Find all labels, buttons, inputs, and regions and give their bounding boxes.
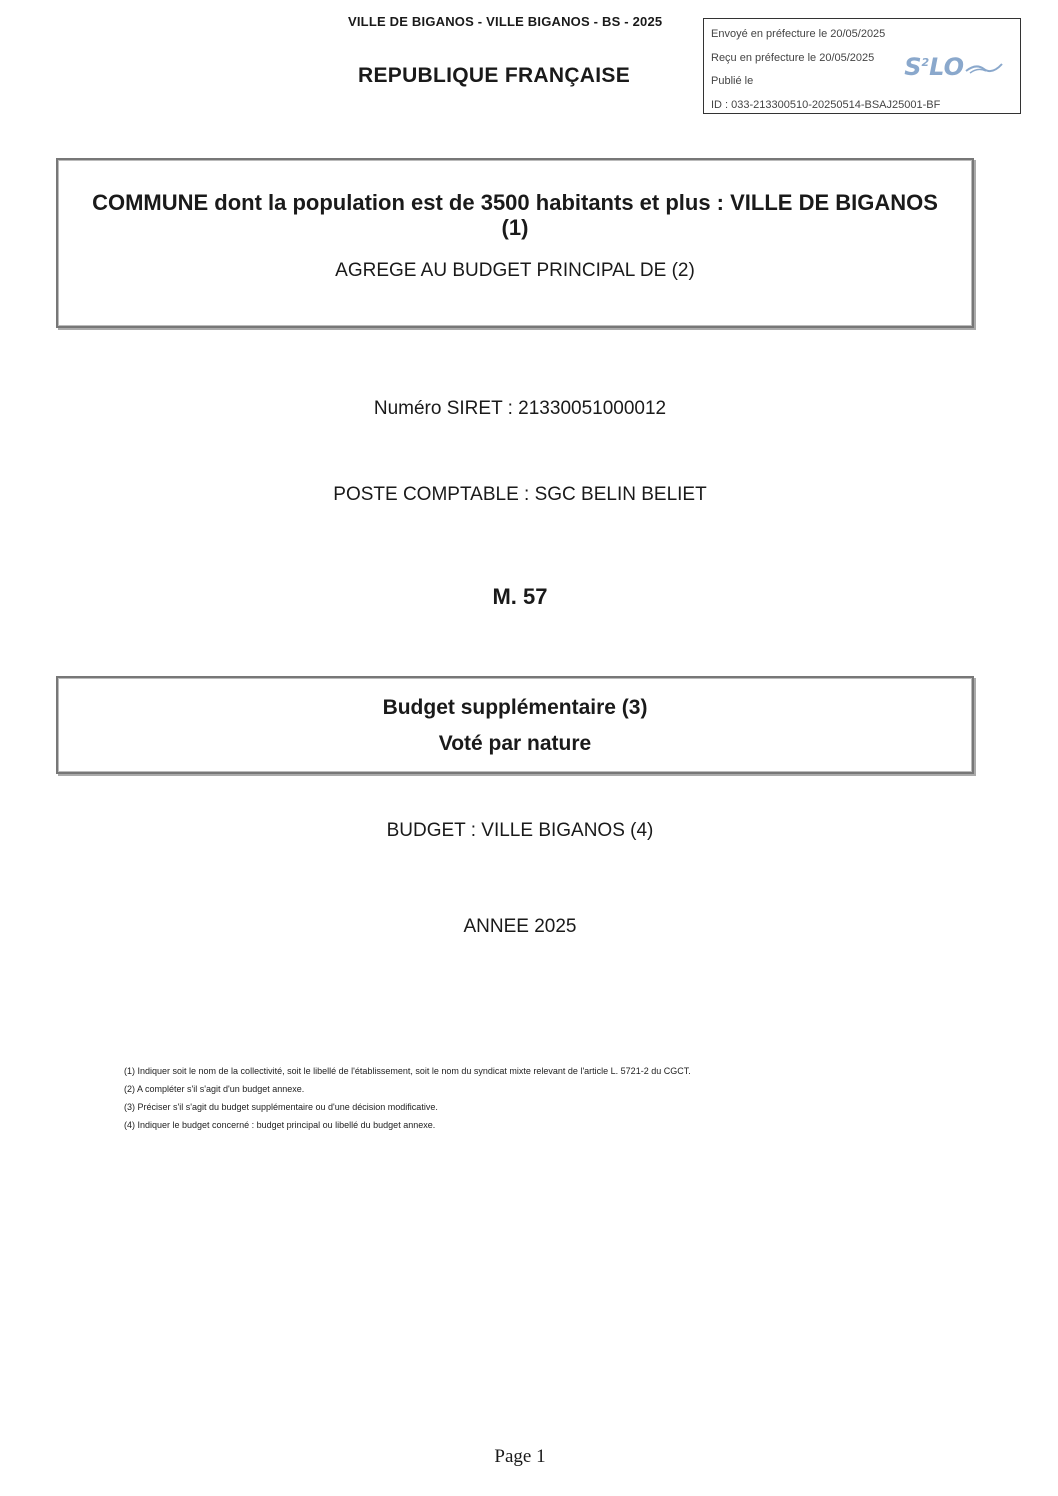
footnote: (4) Indiquer le budget concerné : budget principal ou libellé du budget annexe. <box>124 1120 436 1130</box>
prefecture-stamp <box>703 18 1021 114</box>
footnotes <box>124 1062 691 1134</box>
stamp-publie: Publié le <box>711 75 754 87</box>
nomenclature: M. 57 <box>492 584 548 609</box>
budget-type: Budget supplémentaire (3) <box>382 696 648 719</box>
siret-number: Numéro SIRET : 21330051000012 <box>373 398 667 419</box>
vote-mode: Voté par nature <box>438 732 592 755</box>
budget-name: BUDGET : VILLE BIGANOS (4) <box>386 820 654 841</box>
commune-title: COMMUNE dont la population est de 3500 habitants et plus : VILLE DE BIGANOS (1) <box>92 190 938 240</box>
footnote: (3) Préciser s'il s'agit du budget supplémentaire ou d'une décision modificative. <box>124 1102 438 1112</box>
commune-box <box>56 158 974 328</box>
poste-comptable: POSTE COMPTABLE : SGC BELIN BELIET <box>333 484 707 505</box>
stamp-recu: Reçu en préfecture le 20/05/2025 <box>711 51 875 64</box>
republique-heading: REPUBLIQUE FRANÇAISE <box>358 64 631 87</box>
s2lo-logo-icon: $S^2LO$ <box>904 53 1004 81</box>
document-reference: VILLE DE BIGANOS - VILLE BIGANOS - BS - 2025 <box>348 14 663 29</box>
footnote: (1) Indiquer soit le nom de la collectivité, soit le libellé de l'établissement, soit le nom du syndicat mixte relevant de l'article L. 5721-2 du CGCT. <box>124 1066 691 1076</box>
budget-year: ANNEE 2025 <box>463 916 577 937</box>
footnote: (2) A compléter s'il s'agit d'un budget annexe. <box>124 1084 305 1094</box>
page-number: Page 1 <box>494 1446 546 1467</box>
budget-type-box <box>56 676 974 774</box>
agrege-line: AGREGE AU BUDGET PRINCIPAL DE (2) <box>335 260 695 281</box>
stamp-envoye: Envoyé en préfecture le 20/05/2025 <box>711 28 886 40</box>
stamp-id: ID : 033-213300510-20250514-BSAJ25001-BF <box>711 98 941 111</box>
